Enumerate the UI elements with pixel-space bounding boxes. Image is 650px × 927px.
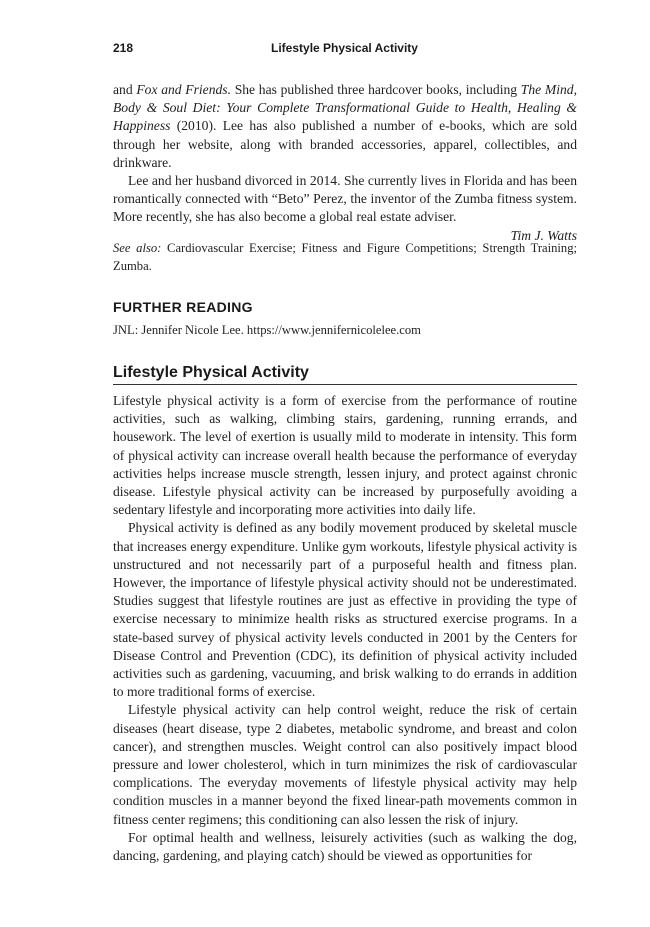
text-run: and xyxy=(113,82,137,97)
running-header xyxy=(113,41,576,61)
section-paragraph-2: Physical activity is defined as any bodily movement produced by skeletal muscle that increases energy expenditure. Unlike gym workouts, lifestyle physical activity is unstructured and not necessarily part of a purposeful health and fitness plan. However, the importance of lifestyle physical activity should not be underestimated. Studies suggest that lifestyle routines are just as effective in providing the type of exercise necessary to minimize health risks as structured exercise programs. In a state-based survey of physical activity levels conducted in 2001 by the Centers for Disease Control and Prevention (CDC), its definition of physical activity included activities such as gardening, vacuuming, and brisk walking to do errands in addition to more traditional forms of exercise. xyxy=(113,520,577,700)
section-paragraph-1: Lifestyle physical activity is a form of exercise from the performance of routine activities, such as walking, climbing stairs, gardening, running errands, and housework. The level of exertion is usually mild to moderate in intensity. This form of physical activity can increase overall health because the performance of everyday activities helps increase muscle strength, lessen injury, and protect against chronic disease. Lifestyle physical activity can be increased by purposefully avoiding a sedentary lifestyle and incorporating more activities into daily life. xyxy=(113,393,577,518)
text-run: She has published three hardcover books, including xyxy=(230,82,521,97)
section-paragraph-4: For optimal health and wellness, leisurely activities (such as walking the dog, dancing, gardening, and playing catch) should be viewed as opportunities for xyxy=(113,829,577,864)
previous-entry-paragraph-1 xyxy=(113,81,577,172)
author-attribution: Tim J. Watts xyxy=(510,227,577,243)
previous-entry-body xyxy=(113,81,577,245)
show-title: Fox and Friends. xyxy=(136,82,231,97)
further-reading-heading: FURTHER READING xyxy=(113,299,253,315)
text-run: (2010). Lee has also published a number of e-books, which are sold through her website, along with branded accessories, apparel, collectibles, and drinkware. xyxy=(113,118,577,170)
see-also-text xyxy=(113,240,577,275)
section-paragraph-3: Lifestyle physical activity can help control weight, reduce the risk of certain diseases (heart disease, type 2 diabetes, metabolic syndrome, and breast and colon cancer), and strengthen muscles. Weight control can also positively impact blood pressure and lower cholesterol, which in turn minimizes the risk of cardiovascular complications. The everyday movements of lifestyle physical activity may help condition muscles in a manner beyond the fixed linear-path movements common in fitness center regimens; this conditioning can also lessen the risk of injury. xyxy=(113,702,577,827)
see-also-lead: See also: xyxy=(113,241,162,255)
previous-entry-paragraph-2: Lee and her husband divorced in 2014. She currently lives in Florida and has been romantically connected with “Beto” Perez, the inventor of the Zumba fitness system. More recently, she has also become a global real estate adviser. xyxy=(113,173,577,225)
page-number: 218 xyxy=(113,41,134,55)
see-also-links: Cardiovascular Exercise; Fitness and Figure Competitions; Strength Training; Zumba. xyxy=(113,241,577,273)
running-title: Lifestyle Physical Activity xyxy=(271,41,418,55)
book-title: The Mind, Body & Soul Diet: Your Complete Transformational Guide to Health, Healing & Happiness xyxy=(113,82,577,134)
section-body xyxy=(113,392,577,865)
further-reading-entry: JNL: Jennifer Nicole Lee. https://www.jennifernicolelee.com xyxy=(113,323,421,337)
section-heading: Lifestyle Physical Activity xyxy=(113,364,577,385)
see-also xyxy=(113,240,577,275)
